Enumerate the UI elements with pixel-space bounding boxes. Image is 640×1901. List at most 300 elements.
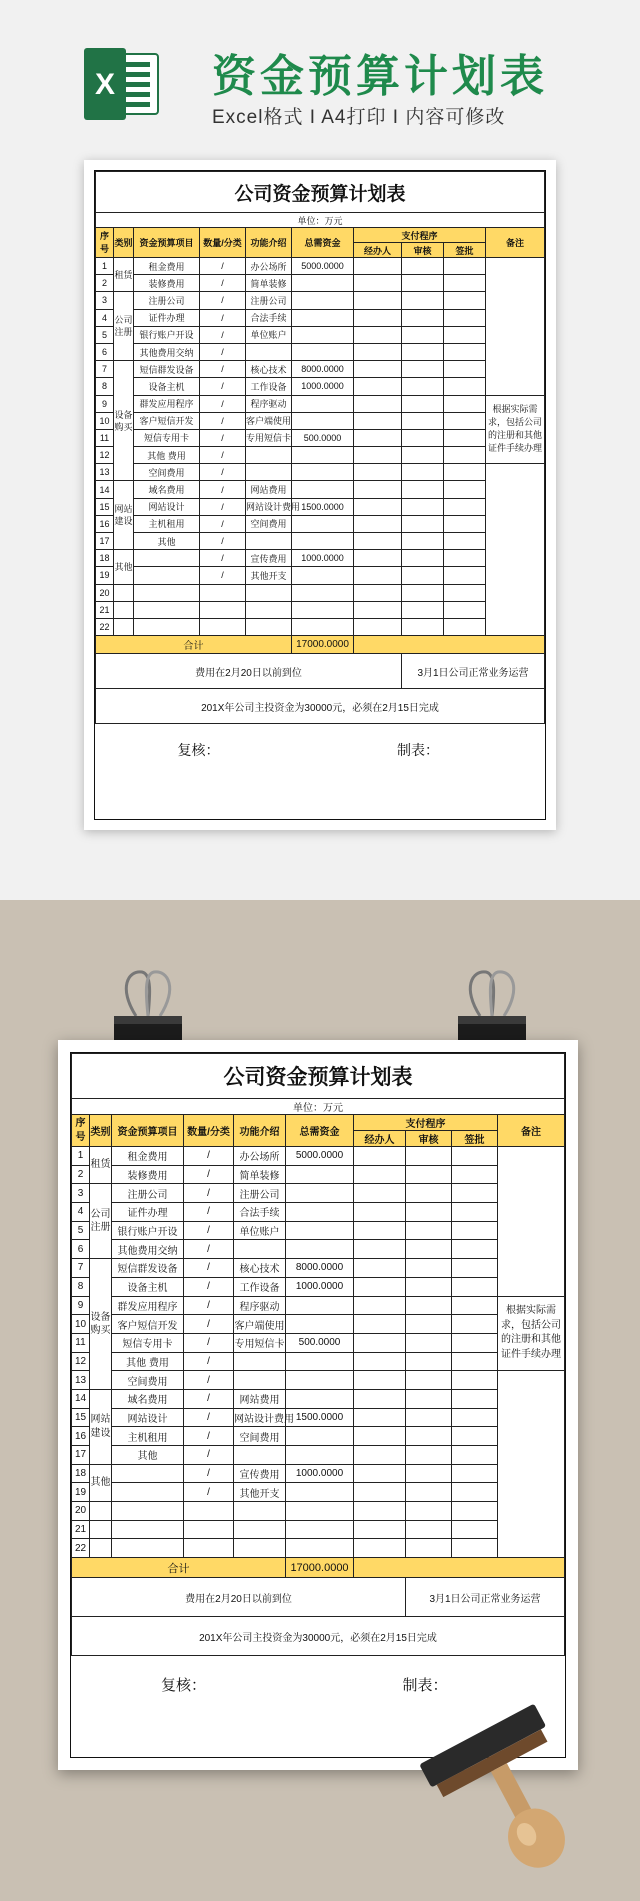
row-qty: / — [200, 309, 246, 326]
row-seq: 20 — [72, 1502, 90, 1521]
row-sign — [452, 1147, 498, 1166]
row-item: 证件办理 — [134, 309, 200, 326]
row-qty: / — [200, 464, 246, 481]
table-row — [96, 498, 545, 515]
table-row — [72, 1520, 565, 1539]
row-category: 租赁 — [114, 258, 134, 292]
row-qty: / — [184, 1165, 234, 1184]
row-func — [246, 343, 292, 360]
row-amount: 8000.0000 — [286, 1259, 354, 1278]
remark-empty — [486, 258, 545, 396]
row-handler — [354, 1520, 406, 1539]
row-func — [246, 601, 292, 618]
header-handler: 经办人 — [354, 1131, 406, 1147]
row-qty: / — [184, 1296, 234, 1315]
row-seq: 9 — [96, 395, 114, 412]
row-review — [406, 1464, 452, 1483]
row-seq: 10 — [96, 412, 114, 429]
row-sign — [452, 1371, 498, 1390]
row-qty: / — [200, 447, 246, 464]
row-handler — [354, 361, 402, 378]
table-row — [72, 1165, 565, 1184]
row-func — [234, 1371, 286, 1390]
row-handler — [354, 1221, 406, 1240]
row-qty: / — [200, 326, 246, 343]
row-sign — [444, 309, 486, 326]
investment-note: 201X年公司主投资金为30000元，必须在2月15日完成 — [72, 1617, 565, 1656]
table-row — [72, 1352, 565, 1371]
row-review — [406, 1240, 452, 1259]
row-qty: / — [200, 343, 246, 360]
row-item: 注册公司 — [134, 292, 200, 309]
row-seq: 10 — [72, 1315, 90, 1334]
funding-deadline: 费用在2月20日以前到位 — [96, 654, 402, 689]
row-seq: 19 — [72, 1483, 90, 1502]
row-func: 注册公司 — [234, 1184, 286, 1203]
row-handler — [354, 258, 402, 275]
row-seq: 18 — [72, 1464, 90, 1483]
row-handler — [354, 481, 402, 498]
row-qty — [184, 1539, 234, 1558]
funding-deadline: 费用在2月20日以前到位 — [72, 1578, 406, 1617]
row-review — [402, 326, 444, 343]
remark-empty — [498, 1147, 565, 1297]
total-empty — [354, 636, 545, 654]
row-seq: 15 — [96, 498, 114, 515]
row-qty: / — [200, 498, 246, 515]
row-func: 空间费用 — [234, 1427, 286, 1446]
row-category: 设备购买 — [114, 361, 134, 481]
table-row — [72, 1408, 565, 1427]
row-func: 网站设计费用 — [246, 498, 292, 515]
total-amount: 17000.0000 — [286, 1558, 354, 1578]
row-qty: / — [200, 395, 246, 412]
row-review — [402, 533, 444, 550]
row-item: 群发应用程序 — [112, 1296, 184, 1315]
budget-table — [95, 171, 545, 776]
row-qty: / — [184, 1259, 234, 1278]
row-seq: 8 — [72, 1277, 90, 1296]
row-seq: 13 — [72, 1371, 90, 1390]
row-func: 办公场所 — [234, 1147, 286, 1166]
row-func — [246, 533, 292, 550]
row-handler — [354, 429, 402, 446]
table-row — [96, 275, 545, 292]
row-item — [134, 618, 200, 635]
row-qty: / — [184, 1147, 234, 1166]
row-handler — [354, 1277, 406, 1296]
total-label: 合计 — [96, 636, 292, 654]
row-amount: 8000.0000 — [292, 361, 354, 378]
header-amount: 总需资金 — [286, 1115, 354, 1147]
row-review — [402, 498, 444, 515]
row-amount — [292, 412, 354, 429]
row-func: 办公场所 — [246, 258, 292, 275]
row-review — [406, 1427, 452, 1446]
table-row — [96, 429, 545, 446]
table-row — [72, 1464, 565, 1483]
row-amount — [286, 1315, 354, 1334]
row-handler — [354, 395, 402, 412]
table-row — [72, 1371, 565, 1390]
table-row — [72, 1539, 565, 1558]
row-handler — [354, 464, 402, 481]
row-item: 装修费用 — [134, 275, 200, 292]
header-handler: 经办人 — [354, 243, 402, 258]
row-seq: 9 — [72, 1296, 90, 1315]
row-review — [406, 1371, 452, 1390]
row-seq: 12 — [96, 447, 114, 464]
table-row — [96, 361, 545, 378]
row-item — [112, 1502, 184, 1521]
row-func: 网站费用 — [234, 1389, 286, 1408]
row-func: 注册公司 — [246, 292, 292, 309]
row-amount — [292, 292, 354, 309]
row-seq: 14 — [96, 481, 114, 498]
table-row — [96, 601, 545, 618]
table-row — [72, 1427, 565, 1446]
row-handler — [354, 1408, 406, 1427]
row-seq: 22 — [72, 1539, 90, 1558]
row-amount — [286, 1221, 354, 1240]
row-func — [234, 1240, 286, 1259]
table-row — [96, 515, 545, 532]
table-row — [96, 584, 545, 601]
header-sign: 签批 — [444, 243, 486, 258]
row-handler — [354, 1240, 406, 1259]
row-item — [112, 1539, 184, 1558]
row-review — [406, 1259, 452, 1278]
row-review — [406, 1333, 452, 1352]
row-sign — [452, 1464, 498, 1483]
row-func — [234, 1520, 286, 1539]
row-qty: / — [200, 533, 246, 550]
table-row — [72, 1240, 565, 1259]
row-category: 公司注册 — [114, 292, 134, 361]
row-qty: / — [184, 1408, 234, 1427]
row-item — [112, 1520, 184, 1539]
total-label: 合计 — [72, 1558, 286, 1578]
row-handler — [354, 1296, 406, 1315]
table-row — [72, 1203, 565, 1222]
header-category: 类别 — [114, 228, 134, 258]
row-qty: / — [184, 1464, 234, 1483]
row-review — [402, 601, 444, 618]
row-review — [406, 1502, 452, 1521]
row-handler — [354, 1464, 406, 1483]
table-row — [96, 309, 545, 326]
row-sign — [452, 1408, 498, 1427]
row-category: 其他 — [114, 550, 134, 584]
row-amount — [286, 1539, 354, 1558]
sheet-preview-bottom — [58, 1040, 578, 1770]
row-item — [112, 1464, 184, 1483]
budget-table — [71, 1053, 565, 1712]
table-row — [96, 481, 545, 498]
row-qty: / — [184, 1184, 234, 1203]
row-sign — [444, 481, 486, 498]
row-handler — [354, 584, 402, 601]
table-row — [72, 1259, 565, 1278]
row-category: 其他 — [90, 1464, 112, 1501]
row-seq: 6 — [96, 343, 114, 360]
row-func — [234, 1502, 286, 1521]
row-category: 设备购买 — [90, 1259, 112, 1390]
row-func: 其他开支 — [246, 567, 292, 584]
row-seq: 20 — [96, 584, 114, 601]
row-item — [134, 584, 200, 601]
row-sign — [452, 1203, 498, 1222]
total-empty — [354, 1558, 565, 1578]
row-handler — [354, 378, 402, 395]
row-func: 宣传费用 — [234, 1464, 286, 1483]
row-item: 其他 费用 — [112, 1352, 184, 1371]
row-item: 其他 — [134, 533, 200, 550]
row-amount — [286, 1389, 354, 1408]
table-row — [72, 1315, 565, 1334]
row-seq: 16 — [72, 1427, 90, 1446]
row-handler — [354, 1184, 406, 1203]
table-row — [72, 1296, 565, 1315]
row-qty — [184, 1502, 234, 1521]
row-sign — [452, 1315, 498, 1334]
table-row — [96, 395, 545, 412]
row-item: 短信群发设备 — [112, 1259, 184, 1278]
header-review: 审核 — [402, 243, 444, 258]
row-handler — [354, 447, 402, 464]
row-amount: 5000.0000 — [286, 1147, 354, 1166]
row-category: 公司注册 — [90, 1184, 112, 1259]
row-review — [406, 1408, 452, 1427]
row-seq: 13 — [96, 464, 114, 481]
row-func: 简单装修 — [246, 275, 292, 292]
operation-start: 3月1日公司正常业务运营 — [402, 654, 545, 689]
row-amount: 1000.0000 — [286, 1464, 354, 1483]
row-seq: 8 — [96, 378, 114, 395]
row-amount: 1000.0000 — [286, 1277, 354, 1296]
row-seq: 17 — [72, 1446, 90, 1465]
row-review — [402, 618, 444, 635]
table-row — [72, 1389, 565, 1408]
row-amount — [286, 1352, 354, 1371]
operation-start: 3月1日公司正常业务运营 — [406, 1578, 565, 1617]
hero-title: 资金预算计划表 — [212, 52, 548, 101]
row-qty: / — [200, 258, 246, 275]
row-item: 域名费用 — [134, 481, 200, 498]
row-review — [406, 1165, 452, 1184]
row-sign — [452, 1389, 498, 1408]
review-signature: 复核： — [160, 1676, 206, 1694]
row-amount — [286, 1371, 354, 1390]
row-func: 工作设备 — [234, 1277, 286, 1296]
row-seq: 2 — [72, 1165, 90, 1184]
row-sign — [444, 464, 486, 481]
remark-note: 根据实际需求，包括公司的注册和其他证件手续办理 — [498, 1296, 565, 1371]
row-handler — [354, 1371, 406, 1390]
row-seq: 14 — [72, 1389, 90, 1408]
row-sign — [444, 601, 486, 618]
row-sign — [444, 447, 486, 464]
row-amount — [292, 447, 354, 464]
row-seq: 3 — [96, 292, 114, 309]
row-category-empty — [114, 584, 134, 601]
table-row — [96, 326, 545, 343]
row-handler — [354, 1446, 406, 1465]
row-amount: 1000.0000 — [292, 378, 354, 395]
table-row — [96, 464, 545, 481]
row-item: 租金费用 — [112, 1147, 184, 1166]
row-qty: / — [200, 567, 246, 584]
row-handler — [354, 326, 402, 343]
row-seq: 18 — [96, 550, 114, 567]
row-handler — [354, 1502, 406, 1521]
total-amount: 17000.0000 — [292, 636, 354, 654]
header-func: 功能介绍 — [234, 1115, 286, 1147]
row-amount — [286, 1483, 354, 1502]
row-qty: / — [184, 1483, 234, 1502]
row-seq: 11 — [72, 1333, 90, 1352]
header-qty: 数量/分类 — [184, 1115, 234, 1147]
row-func: 简单装修 — [234, 1165, 286, 1184]
row-review — [406, 1539, 452, 1558]
row-item: 银行账户开设 — [112, 1221, 184, 1240]
row-sign — [452, 1240, 498, 1259]
row-item — [134, 601, 200, 618]
sheet-preview-top — [84, 160, 556, 830]
row-qty: / — [184, 1277, 234, 1296]
row-func — [234, 1352, 286, 1371]
row-amount — [292, 309, 354, 326]
row-item: 租金费用 — [134, 258, 200, 275]
row-item: 网站设计 — [134, 498, 200, 515]
row-review — [406, 1184, 452, 1203]
row-qty: / — [184, 1221, 234, 1240]
row-review — [402, 343, 444, 360]
row-item: 客户短信开发 — [112, 1315, 184, 1334]
row-review — [406, 1446, 452, 1465]
row-handler — [354, 1389, 406, 1408]
row-handler — [354, 1165, 406, 1184]
row-item: 主机租用 — [134, 515, 200, 532]
row-amount — [286, 1427, 354, 1446]
row-func: 单位账户 — [246, 326, 292, 343]
row-item — [112, 1483, 184, 1502]
row-seq: 19 — [96, 567, 114, 584]
row-review — [406, 1221, 452, 1240]
row-seq: 5 — [96, 326, 114, 343]
row-func: 空间费用 — [246, 515, 292, 532]
header-payment: 支付程序 — [354, 228, 486, 243]
row-amount: 500.0000 — [286, 1333, 354, 1352]
row-item: 空间费用 — [134, 464, 200, 481]
remark-empty — [498, 1371, 565, 1558]
row-qty: / — [184, 1203, 234, 1222]
row-seq: 12 — [72, 1352, 90, 1371]
row-review — [402, 567, 444, 584]
row-amount — [292, 275, 354, 292]
row-seq: 16 — [96, 515, 114, 532]
remark-empty — [486, 464, 545, 636]
table-row — [96, 292, 545, 309]
row-qty: / — [200, 481, 246, 498]
row-func: 程序驱动 — [246, 395, 292, 412]
header-payment: 支付程序 — [354, 1115, 498, 1131]
row-review — [406, 1147, 452, 1166]
row-qty: / — [200, 515, 246, 532]
row-sign — [452, 1427, 498, 1446]
row-item: 主机租用 — [112, 1427, 184, 1446]
row-sign — [452, 1520, 498, 1539]
row-qty: / — [200, 275, 246, 292]
row-item: 短信专用卡 — [112, 1333, 184, 1352]
row-handler — [354, 1483, 406, 1502]
row-category-empty — [90, 1539, 112, 1558]
table-row — [72, 1483, 565, 1502]
row-handler — [354, 515, 402, 532]
table-row — [72, 1333, 565, 1352]
row-seq: 7 — [72, 1259, 90, 1278]
header-remark: 备注 — [486, 228, 545, 258]
row-item — [134, 550, 200, 567]
row-category-empty — [114, 601, 134, 618]
row-qty: / — [200, 429, 246, 446]
header-item: 资金预算项目 — [134, 228, 200, 258]
row-item: 短信专用卡 — [134, 429, 200, 446]
row-func — [234, 1446, 286, 1465]
row-amount: 5000.0000 — [292, 258, 354, 275]
row-seq: 4 — [72, 1203, 90, 1222]
row-sign — [452, 1502, 498, 1521]
row-item: 其他 — [112, 1446, 184, 1465]
review-signature: 复核： — [177, 742, 220, 759]
row-amount — [292, 395, 354, 412]
row-sign — [444, 618, 486, 635]
table-row — [72, 1184, 565, 1203]
row-handler — [354, 275, 402, 292]
row-review — [406, 1520, 452, 1539]
row-amount — [286, 1184, 354, 1203]
row-amount — [292, 601, 354, 618]
table-row — [96, 550, 545, 567]
row-item: 其他费用交纳 — [112, 1240, 184, 1259]
row-handler — [354, 292, 402, 309]
row-amount — [292, 618, 354, 635]
row-qty: / — [184, 1446, 234, 1465]
row-handler — [354, 1315, 406, 1334]
header-remark: 备注 — [498, 1115, 565, 1147]
investment-note: 201X年公司主投资金为30000元，必须在2月15日完成 — [96, 689, 545, 724]
row-sign — [452, 1259, 498, 1278]
row-qty: / — [200, 412, 246, 429]
header-amount: 总需资金 — [292, 228, 354, 258]
row-category: 网站建设 — [114, 481, 134, 550]
row-func: 专用短信卡 — [246, 429, 292, 446]
row-handler — [354, 601, 402, 618]
row-qty: / — [184, 1333, 234, 1352]
row-review — [406, 1277, 452, 1296]
row-review — [402, 258, 444, 275]
row-category: 网站建设 — [90, 1389, 112, 1464]
row-amount — [292, 481, 354, 498]
header-review: 审核 — [406, 1131, 452, 1147]
row-seq: 1 — [96, 258, 114, 275]
row-seq: 6 — [72, 1240, 90, 1259]
header-category: 类别 — [90, 1115, 112, 1147]
row-review — [402, 309, 444, 326]
remark-note: 根据实际需求，包括公司的注册和其他证件手续办理 — [486, 395, 545, 464]
row-review — [402, 429, 444, 446]
row-sign — [444, 429, 486, 446]
